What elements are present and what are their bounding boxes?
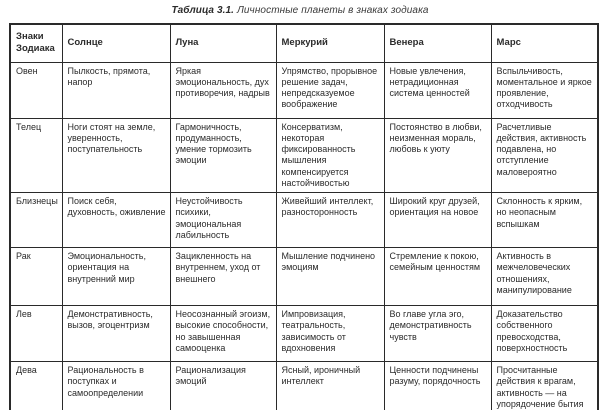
zodiac-sign-cell: Близнецы: [10, 193, 62, 248]
table-cell: Просчитанные действия к врагам, активность — на упорядочение бытия: [491, 362, 598, 410]
zodiac-sign-cell: Телец: [10, 118, 62, 193]
column-header-venus: Венера: [384, 24, 491, 62]
table-cell: Ясный, ироничный интеллект: [276, 362, 384, 410]
table-cell: Живейший интеллект, разносторонность: [276, 193, 384, 248]
column-header-zodiac: Знаки Зодиака: [10, 24, 62, 62]
table-cell: Новые увлечения, нетрадиционная система ценностей: [384, 62, 491, 118]
column-header-moon: Луна: [170, 24, 276, 62]
table-cell: Гармоничность, продуманность, умение тормозить эмоции: [170, 118, 276, 193]
table-cell: Склонность к ярким, но неопасным вспышкам: [491, 193, 598, 248]
zodiac-planets-table: [9, 23, 599, 410]
table-row-gemini: [10, 193, 598, 248]
table-cell: Доказательство собственного превосходства, поверхностность: [491, 306, 598, 362]
table-cell: Зацикленность на внутреннем, уход от внешнего: [170, 248, 276, 306]
table-cell: Неустойчивость психики, эмоциональная лабильность: [170, 193, 276, 248]
table-cell: Эмоциональность, ориентация на внутренний мир: [62, 248, 170, 306]
table-cell: Упрямство, прорывное решение задач, непредсказуемое воображение: [276, 62, 384, 118]
table-cell: Активность в межчеловеческих отношениях, манипулирование: [491, 248, 598, 306]
table-cell: Неосознанный эгоизм, высокие способности, но завышенная самооценка: [170, 306, 276, 362]
table-cell: Рациональность в поступках и самоопределении: [62, 362, 170, 410]
table-row-leo: [10, 306, 598, 362]
table-cell: Импровизация, театральность, зависимость от вдохновения: [276, 306, 384, 362]
table-row-virgo: [10, 362, 598, 410]
table-cell: Во главе угла эго, демонстративность чувств: [384, 306, 491, 362]
table-cell: Рационализация эмоций: [170, 362, 276, 410]
table-caption-title: Личностные планеты в знаках зодиака: [236, 5, 429, 16]
column-header-mercury: Меркурий: [276, 24, 384, 62]
table-cell: Широкий круг друзей, ориентация на новое: [384, 193, 491, 248]
table-caption-number: Таблица 3.1.: [171, 5, 235, 16]
table-cell: Постоянство в любви, неизменная мораль, любовь к уюту: [384, 118, 491, 193]
table-cell: Стремление к покою, семейным ценностям: [384, 248, 491, 306]
column-header-mars: Марс: [491, 24, 598, 62]
table-caption: [0, 0, 600, 16]
table-cell: Ценности подчинены разуму, порядочность: [384, 362, 491, 410]
table-cell: Яркая эмоциональность, дух противоречия, надрыв: [170, 62, 276, 118]
zodiac-sign-cell: Овен: [10, 62, 62, 118]
table-cell: Демонстративность, вызов, эгоцентризм: [62, 306, 170, 362]
table-cell: Расчетливые действия, активность подавлена, но отступление маловероятно: [491, 118, 598, 193]
table-row-aries: [10, 62, 598, 118]
table-cell: Вспыльчивость, моментальное и яркое проявление, отходчивость: [491, 62, 598, 118]
table-cell: Ноги стоят на земле, уверенность, поступательность: [62, 118, 170, 193]
table-cell: Мышление подчинено эмоциям: [276, 248, 384, 306]
table-row-taurus: [10, 118, 598, 193]
header-row: [10, 24, 598, 62]
zodiac-sign-cell: Рак: [10, 248, 62, 306]
zodiac-sign-cell: Лев: [10, 306, 62, 362]
table-cell: Консерватизм, некоторая фиксированность мышления компенсируется настойчивостью: [276, 118, 384, 193]
table-cell: Пылкость, прямота, напор: [62, 62, 170, 118]
table-row-cancer: [10, 248, 598, 306]
zodiac-sign-cell: Дева: [10, 362, 62, 410]
column-header-sun: Солнце: [62, 24, 170, 62]
table-cell: Поиск себя, духовность, оживление: [62, 193, 170, 248]
